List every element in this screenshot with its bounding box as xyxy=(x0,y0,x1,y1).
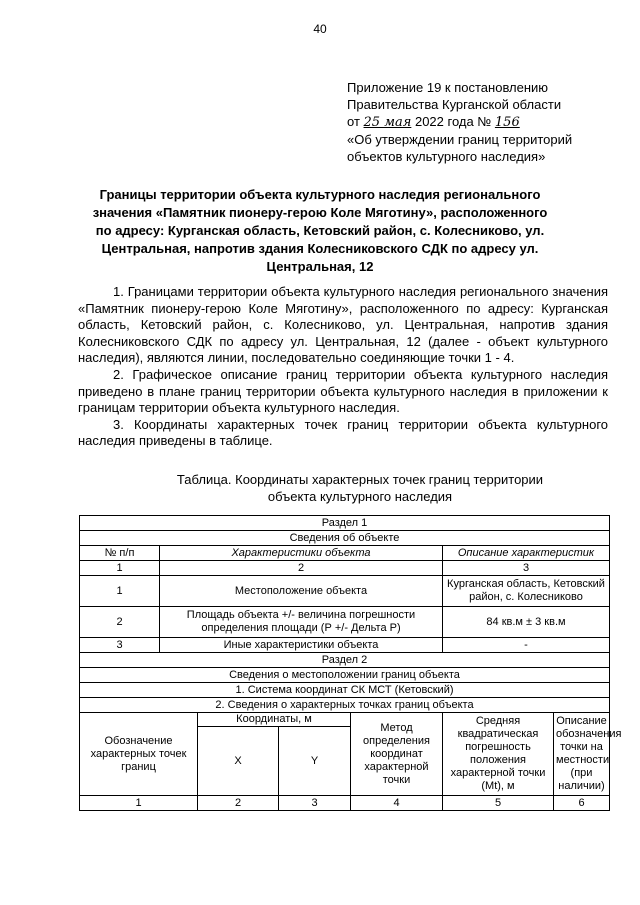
section-2-subheading: Сведения о местоположении границ объекта xyxy=(80,668,610,683)
point-col-6: 6 xyxy=(554,796,610,811)
row-3-description: - xyxy=(443,638,610,653)
table-caption xyxy=(130,471,590,505)
header-error: Средняя квадратическая погрешность положения характерной точки (Mt), м xyxy=(443,713,554,796)
date-suffix: 2022 года № xyxy=(414,114,492,129)
row-2-number: 2 xyxy=(80,607,160,638)
row-2-description: 84 кв.м ± 3 кв.м xyxy=(443,607,610,638)
table-caption-line-2: объекта культурного наследия xyxy=(267,489,453,504)
appendix-header xyxy=(347,79,572,165)
body-text xyxy=(78,284,608,450)
header-y: Y xyxy=(279,727,351,796)
col-number-3: 3 xyxy=(443,561,610,576)
row-1-description: Курганская область, Кетовский район, с. Колесниково xyxy=(443,576,610,607)
header-coordinates: Координаты, м xyxy=(198,713,351,727)
paragraph-1: 1. Границами территории объекта культурного наследия регионального значения «Памятник пионеру-герою Коле Мяготину», расположенного по адресу: Курганская область, Кетовский район, с. Колесниково, ул. Центральная, напротив здания Колесниковского СДК по адресу ул. Центральная, 12 (далее - объект культурного наследия), являются линии, последовательно соединяющие точки 1 - 4. xyxy=(78,284,608,366)
date-handwritten: 25 мая xyxy=(363,115,412,130)
header-x: X xyxy=(198,727,279,796)
point-col-1: 1 xyxy=(80,796,198,811)
row-3-number: 3 xyxy=(80,638,160,653)
date-prefix: от xyxy=(347,114,360,129)
header-point-designation: Обозначение характерных точек границ xyxy=(80,713,198,796)
appendix-line-2: Правительства Курганской области xyxy=(347,97,562,112)
document-title: Границы территории объекта культурного наследия регионального значения «Памятник пионеру-герою Коле Мяготину», расположенного по адресу: Курганская область, Кетовский район, с. Колесниково, ул. Центральная, напротив здания Колесниковского СДК по адресу ул. Центральная, 12 xyxy=(92,187,548,274)
table-row xyxy=(80,607,610,638)
row-3-characteristic: Иные характеристики объекта xyxy=(160,638,443,653)
point-col-5: 5 xyxy=(443,796,554,811)
section-1-heading: Раздел 1 xyxy=(80,516,610,531)
section-2-heading: Раздел 2 xyxy=(80,653,610,668)
coordinates-table xyxy=(79,515,622,811)
section-1-subheading: Сведения об объекте xyxy=(80,531,610,546)
appendix-line-5: объектов культурного наследия» xyxy=(347,149,546,164)
col-number-2: 2 xyxy=(160,561,443,576)
table-row xyxy=(80,576,610,607)
header-characteristics: Характеристики объекта xyxy=(160,546,443,561)
coordinate-system: 1. Система координат СК МСТ (Кетовский) xyxy=(80,683,610,698)
col-number-1: 1 xyxy=(80,561,160,576)
appendix-date-line xyxy=(347,113,572,131)
paragraph-3: 3. Координаты характерных точек границ территории объекта культурного наследия приведены в таблице. xyxy=(78,416,608,449)
row-1-characteristic: Местоположение объекта xyxy=(160,576,443,607)
point-col-2: 2 xyxy=(198,796,279,811)
table-row xyxy=(80,638,610,653)
header-point-description: Описание обозначения точки на местности (при наличии) xyxy=(554,713,610,796)
header-description: Описание характеристик xyxy=(443,546,610,561)
point-col-4: 4 xyxy=(351,796,443,811)
point-col-3: 3 xyxy=(279,796,351,811)
header-number: № п/п xyxy=(80,546,160,561)
page-number: 40 xyxy=(313,22,327,36)
number-handwritten: 156 xyxy=(494,115,520,130)
row-1-number: 1 xyxy=(80,576,160,607)
header-method: Метод определения координат характерной точки xyxy=(351,713,443,796)
paragraph-2: 2. Графическое описание границ территории объекта культурного наследия приведено в плане границ территории объекта культурного наследия в приложении к границам территории объекта культурного наследия. xyxy=(78,366,608,416)
row-2-characteristic: Площадь объекта +/- величина погрешности определения площади (Р +/- Дельта Р) xyxy=(160,607,443,638)
appendix-line-4: «Об утверждении границ территорий xyxy=(347,132,573,147)
table-caption-line-1: Таблица. Координаты характерных точек границ территории xyxy=(176,472,544,487)
appendix-line-1: Приложение 19 к постановлению xyxy=(347,80,549,95)
points-title: 2. Сведения о характерных точках границ объекта xyxy=(80,698,610,713)
